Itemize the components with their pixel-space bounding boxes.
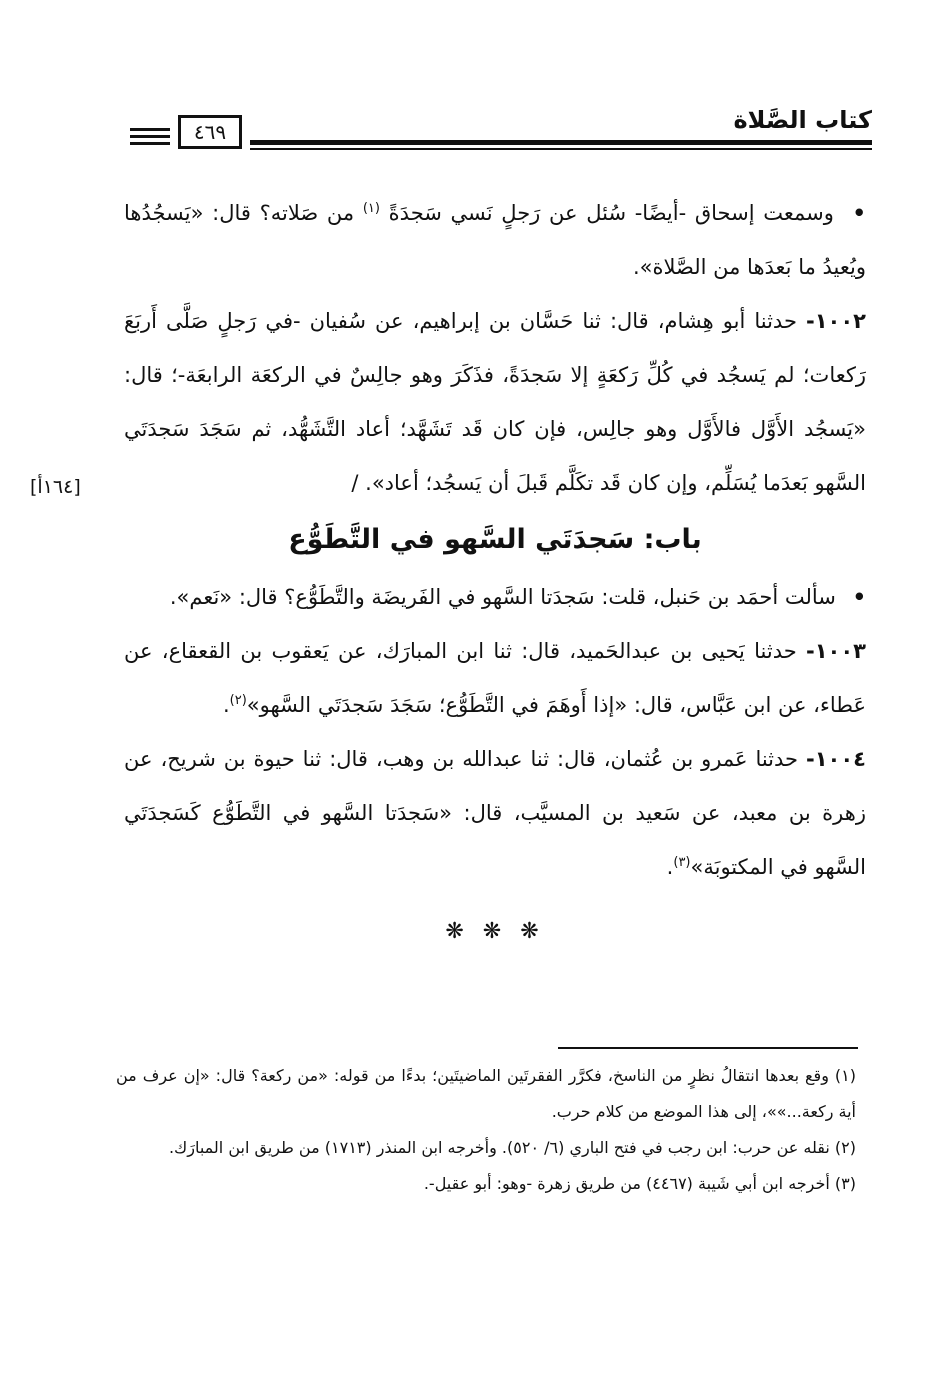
footnote-ref: (٣): [673, 855, 691, 870]
hadith-text: حدثنا عَمرو بن عُثمان، قال: ثنا عبدالله بن وهب، قال: ثنا حيوة بن شريح، عن زهرة بن معبد، عن سَعيد بن المسيَّب، قال: «سَجدَتا السَّهو في التَّطَوُّع كَسَجدَتَي السَّهو في المكتوبَة»: [124, 747, 866, 879]
hadith-1003: [124, 624, 866, 732]
header-rule: [250, 140, 872, 145]
bullet-icon: •: [852, 201, 866, 225]
footnote-rule: [558, 1047, 858, 1049]
section-heading: باب: سَجدَتَي السَّهو في التَّطَوُّع: [288, 524, 702, 555]
hadith-number: ١٠٠٣-: [806, 639, 866, 663]
footnotes: [116, 1058, 856, 1202]
footnote-ref: (١): [362, 201, 380, 216]
footnote-1: (١) وقع بعدها انتقالُ نظرٍ من الناسخ، فكرَّر الفقرتَين الماضيتَين؛ بدءًا من قوله: «من ركعة؟ قال: «إن عرف من أية ركعة...»»، إلى هذا الموضع من كلام حرب.: [116, 1066, 856, 1121]
period: .: [222, 693, 230, 717]
header-decoration: [130, 128, 170, 149]
running-title: كتاب الصَّلاة: [733, 106, 872, 134]
hadith-1002: [124, 294, 866, 510]
hadith-1004: [124, 732, 866, 894]
main-text: [124, 186, 866, 970]
paragraph-text: سألت أحمَد بن حَنبل، قلت: سَجدَتا السَّهو في الفَريضَة والتَّطَوُّع؟ قال: «نَعم».: [169, 585, 836, 609]
hadith-number: ١٠٠٤-: [806, 747, 866, 771]
hadith-text: حدثنا يَحيى بن عبدالحَميد، قال: ثنا ابن المبارَك، عن يَعقوب بن القعقاع، عن عَطاء، عن ابن عَبَّاس، قال: «إذا أَوهَمَ في التَّطَوُّع؛ سَجَدَ سَجدَتَي السَّهو»: [124, 639, 866, 717]
footnote-ref: (٢): [229, 693, 247, 708]
paragraph-question: [124, 570, 866, 624]
paragraph-text: وسمعت إسحاق -أيضًا- سُئل عن رَجلٍ نَسي سَجدَةً: [388, 201, 834, 225]
page-header: [130, 100, 872, 160]
bullet-icon: •: [852, 585, 866, 609]
page-number: ٤٦٩: [178, 115, 242, 149]
hadith-text: حدثنا أبو هِشام، قال: ثنا حَسَّان بن إبراهيم، عن سُفيان -في رَجلٍ صَلَّى أَربَعَ رَكعات؛ لم يَسجُد في كُلِّ رَكعَةٍ إلا سَجدَةً، فذَكَرَ وهو جالِسٌ في الركعَة الرابعَة-؛ قال: «يَسجُد الأَوَّل فالأَوَّل وهو جالِس، فإن كان قَد تَشَهَّد؛ أعاد التَّشَهُّد، ثم سَجَدَ سَجدَتَي السَّهو بَعدَما يُسَلِّم، وإن كان قَد تكَلَّم قَبلَ أن يَسجُد؛ أعاد». /: [124, 309, 866, 495]
footnote-2: (٢) نقله عن حرب: ابن رجب في فتح الباري (٦/ ٥٢٠). وأخرجه ابن المنذر (١٧١٣) من طريق ابن المبارَك.: [168, 1138, 856, 1157]
header-rule-thin: [250, 148, 872, 150]
paragraph-text: من صَلاته؟ قال: «يَسجُدُها ويُعيدُ ما بَعدَها من الصَّلاة».: [124, 201, 866, 279]
paragraph-ishaq: [124, 186, 866, 294]
manuscript-folio-marker: [١٦٤أ]: [30, 476, 81, 498]
section-divider-stars: ❋ ❋ ❋: [445, 919, 545, 944]
footnote-3: (٣) أخرجه ابن أبي شَيبة (٤٤٦٧) من طريق زهرة -وهو: أبو عقيل-.: [423, 1174, 856, 1193]
hadith-number: ١٠٠٢-: [806, 309, 866, 333]
period: .: [666, 855, 674, 879]
